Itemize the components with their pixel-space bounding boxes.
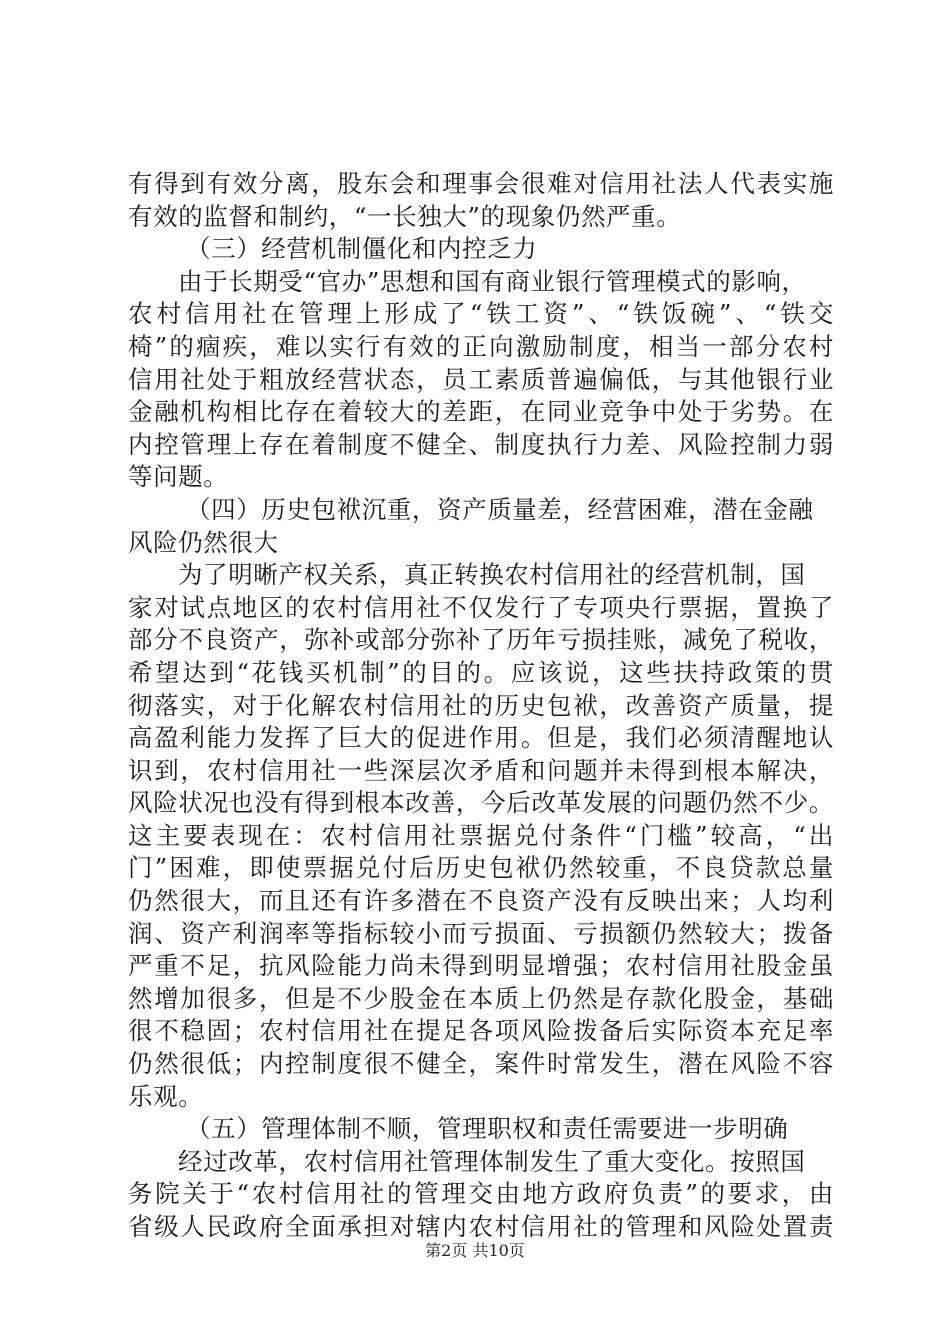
text-line: 内控管理上存在着制度不健全、制度执行力差、风险控制力弱 (128, 429, 834, 459)
page-number: 第2页 共10页 (425, 1241, 525, 1260)
page-footer (0, 1240, 950, 1262)
text-line: 然增加很多，但是不少股金在本质上仍然是存款化股金，基础 (128, 983, 834, 1013)
text-line: 务院关于“农村信用社的管理交由地方政府负责”的要求，由 (128, 1179, 834, 1209)
text-line: 金融机构相比存在着较大的差距，在同业竞争中处于劣势。在 (128, 397, 834, 427)
section-heading-4-continued: 风险仍然很大 (128, 527, 279, 557)
text-line: 农村信用社在管理上形成了“铁工资”、“铁饭碗”、“铁交 (128, 299, 834, 329)
text-line: 彻落实，对于化解农村信用社的历史包袱，改善资产质量，提 (128, 690, 834, 720)
text-line: 乐观。 (128, 1081, 204, 1111)
text-line: 很不稳固；农村信用社在提足各项风险拨备后实际资本充足率 (128, 1016, 834, 1046)
text-line: 省级人民政府全面承担对辖内农村信用社的管理和风险处置责 (128, 1212, 834, 1241)
text-line: 为了明晰产权关系，真正转换农村信用社的经营机制，国 (178, 560, 806, 590)
text-line: 家对试点地区的农村信用社不仅发行了专项央行票据，置换了 (128, 592, 834, 622)
text-line: 严重不足，抗风险能力尚未得到明显增强；农村信用社股金虽 (128, 951, 834, 981)
body-text (128, 168, 834, 1244)
text-line: 希望达到“花钱买机制”的目的。应该说，这些扶持政策的贯 (128, 657, 834, 687)
section-heading-5: （五）管理体制不顺，管理职权和责任需要进一步明确 (186, 1114, 789, 1144)
text-line: 风险状况也没有得到根本改善，今后改革发展的问题仍然不少。 (128, 788, 834, 818)
section-heading-4: （四）历史包袱沉重，资产质量差，经营困难，潜在金融 (186, 494, 814, 524)
text-line: 信用社处于粗放经营状态，员工素质普遍偏低，与其他银行业 (128, 364, 834, 394)
text-line: 等问题。 (128, 462, 229, 492)
text-line: 门”困难，即使票据兑付后历史包袱仍然较重，不良贷款总量 (128, 853, 834, 883)
text-line: 有得到有效分离，股东会和理事会很难对信用社法人代表实施 (128, 169, 834, 198)
text-line: 识到，农村信用社一些深层次矛盾和问题并未得到根本解决， (128, 755, 834, 785)
text-line: 仍然很大，而且还有许多潜在不良资产没有反映出来；人均利 (128, 886, 834, 916)
text-line: 润、资产利润率等指标较小而亏损面、亏损额仍然较大；拨备 (128, 918, 834, 948)
text-line: 椅”的痼疾，难以实行有效的正向激励制度，相当一部分农村 (128, 331, 834, 361)
text-line: 这主要表现在：农村信用社票据兑付条件“门槛”较高，“出 (128, 820, 834, 850)
text-line: 仍然很低；内控制度很不健全，案件时常发生，潜在风险不容 (128, 1049, 834, 1079)
text-line: 经过改革，农村信用社管理体制发生了重大变化。按照国 (178, 1146, 806, 1176)
text-line: 由于长期受“官办”思想和国有商业银行管理模式的影响， (178, 266, 807, 296)
text-line: 部分不良资产，弥补或部分弥补了历年亏损挂账，减免了税收， (128, 625, 834, 655)
text-line: 有效的监督和制约，“一长独大”的现象仍然严重。 (128, 201, 682, 231)
text-line: 高盈利能力发挥了巨大的促进作用。但是，我们必须清醒地认 (128, 723, 834, 753)
section-heading-3: （三）经营机制僵化和内控乏力 (186, 234, 538, 264)
